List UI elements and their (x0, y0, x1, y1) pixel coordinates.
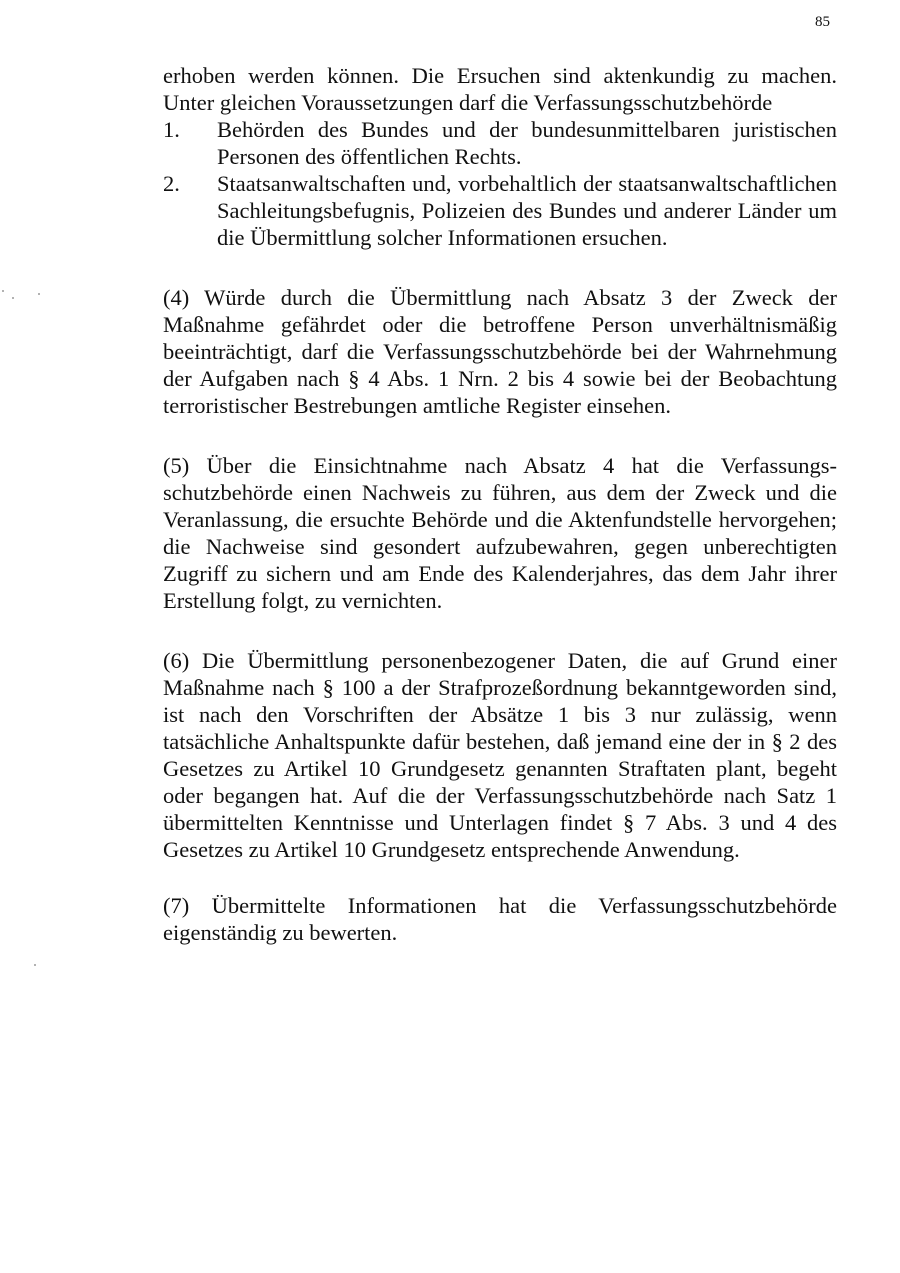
numbered-list (163, 116, 837, 251)
paragraph-gap (163, 419, 837, 452)
paragraph-6: (6) Die Übermittlung personenbezogener Daten, die auf Grund einer Maßnahme nach § 100 a der Strafprozeßordnung bekanntgeworden sind, ist nach den Vorschriften der Absätze 1 bis 3 nur zulässig, wenn tatsächliche Anhaltspunkte dafür bestehen, daß jemand eine der in § 2 des Gesetzes zu Artikel 10 Grundgesetz genannten Straftaten plant, begeht oder begangen hat. Auf die der Verfassungsschutzbehörde nach Satz 1 übermittelten Kenntnisse und Unterlagen findet § 7 Abs. 3 und 4 des Gesetzes zu Artikel 10 Grundgesetz entsprechende Anwendung. (163, 648, 837, 862)
list-item-number: 2. (163, 171, 180, 196)
scan-speck (2, 290, 4, 292)
paragraph-4: (4) Würde durch die Übermittlung nach Absatz 3 der Zweck der Maßnahme gefährdet oder die betroffene Person unverhältnismäßig beeinträchtigt, darf die Verfassungsschutzbehörde bei der Wahrnehmung der Aufgaben nach § 4 Abs. 1 Nrn. 2 bis 4 sowie bei der Beobachtung terroristischer Bestrebungen amtliche Register einsehen. (163, 285, 837, 418)
intro-paragraph: erhoben werden können. Die Ersuchen sind aktenkundig zu machen. Unter gleichen Voraussetzungen darf die Verfassungsschutzbehörde (163, 63, 837, 115)
paragraph-gap (163, 863, 837, 892)
list-item (163, 170, 837, 251)
list-item-number: 1. (163, 117, 180, 142)
scan-speck (38, 293, 40, 295)
paragraph-gap (163, 251, 837, 284)
scan-speck (34, 964, 36, 966)
paragraph-gap (163, 614, 837, 647)
list-item-text: Behörden des Bundes und der bundesunmittelbaren juristischen Personen des öffentlichen Rechts. (217, 117, 837, 169)
paragraph-7: (7) Übermittelte Informationen hat die Verfassungsschutzbehörde eigenständig zu bewerten. (163, 893, 837, 945)
list-item (163, 116, 837, 170)
document-body (163, 62, 837, 946)
list-item-text: Staatsanwaltschaften und, vorbehaltlich der staatsanwaltschaftlichen Sachleitungsbefugnis, Polizeien des Bundes und anderer Länder um die Übermittlung solcher Informationen ersuchen. (217, 171, 837, 250)
paragraph-5: (5) Über die Einsichtnahme nach Absatz 4 hat die Verfassungsschutzbehörde einen Nachweis zu führen, aus dem der Zweck und die Veranlassung, die ersuchte Behörde und die Aktenfundstelle hervorgehen; die Nachweise sind gesondert aufzubewahren, gegen unberechtigten Zugriff zu sichern und am Ende des Kalenderjahres, das dem Jahr ihrer Erstellung folgt, zu vernichten. (163, 453, 837, 613)
scan-speck (12, 297, 14, 299)
page-number: 85 (815, 14, 830, 30)
